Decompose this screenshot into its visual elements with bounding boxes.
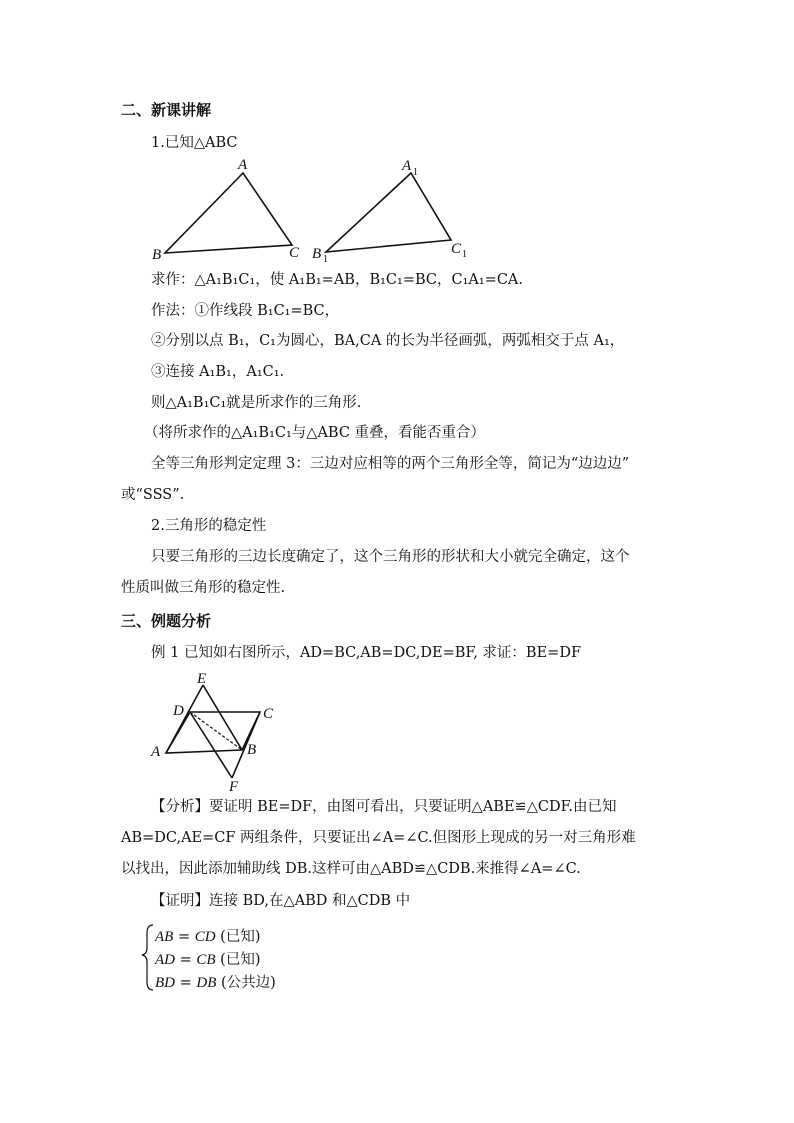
- row-lhs: AD: [155, 952, 175, 968]
- label-b: B: [152, 247, 162, 263]
- sss-theorem-line-1: 全等三角形判定定理 3：三边对应相等的两个三角形全等，简记为“边边边”: [151, 456, 630, 472]
- row-lhs: BD: [155, 975, 175, 991]
- item-1-label: 1.已知△ABC: [151, 135, 238, 151]
- row-reason: 公共边: [226, 975, 271, 991]
- overlap-note: （将所求作的△A₁B₁C₁与△ABC 重叠，看能否重合）: [144, 425, 486, 441]
- section-heading-examples: 三、例题分析: [121, 612, 212, 630]
- system-row: AB = CD (已知): [155, 929, 261, 945]
- label-a1: A: [402, 158, 412, 174]
- label-c1-sub: 1: [462, 249, 467, 260]
- label-a: A: [238, 157, 248, 173]
- label-b1-sub: 1: [323, 254, 328, 265]
- label-c: C: [289, 245, 300, 261]
- method-step-3: ③连接 A₁B₁，A₁C₁.: [151, 364, 285, 380]
- stability-line-2: 性质叫做三角形的稳定性.: [121, 580, 286, 596]
- analysis-line-3: 以找出，因此添加辅助线 DB.这样可由△ABD≌△CDB.来推得∠A=∠C.: [121, 861, 581, 877]
- row-rhs: CD: [194, 929, 216, 945]
- label-e: E: [197, 671, 207, 687]
- section-heading: 二、新课讲解: [121, 101, 212, 119]
- label-d: D: [173, 703, 184, 719]
- item-2-label: 2.三角形的稳定性: [151, 518, 267, 534]
- method-step-1: 作法：①作线段 B₁C₁=BC，: [151, 303, 340, 319]
- method-step-2: ②分别以点 B₁，C₁为圆心，BA,CA 的长为半径画弧，两弧相交于点 A₁，: [151, 333, 625, 349]
- sss-theorem-line-2: 或“SSS”.: [121, 487, 185, 503]
- row-reason: 已知: [225, 929, 255, 945]
- row-lhs: AB: [155, 929, 174, 945]
- label-c1: C: [451, 241, 462, 257]
- row-rhs: CB: [196, 952, 216, 968]
- label-b1: B: [312, 246, 322, 262]
- example-1-statement: 例 1 已知如右图所示，AD=BC,AB=DC,DE=BF, 求证：BE=DF: [151, 645, 582, 661]
- label-a: A: [151, 744, 161, 760]
- stability-line-1: 只要三角形的三边长度确定了，这个三角形的形状和大小就完全确定，这个: [151, 549, 630, 565]
- label-a1-sub: 1: [413, 167, 418, 178]
- system-row: AD = CB (已知): [155, 952, 261, 968]
- label-b: B: [247, 742, 257, 758]
- proof-intro: 【证明】连接 BD,在△ABD 和△CDB 中: [151, 893, 411, 909]
- label-f: F: [229, 779, 239, 795]
- label-c: C: [263, 706, 274, 722]
- row-reason: 已知: [225, 952, 255, 968]
- construction-conclusion: 则△A₁B₁C₁就是所求作的三角形.: [151, 395, 362, 411]
- analysis-line-2: AB=DC,AE=CF 两组条件，只要证出∠A=∠C.但图形上现成的另一对三角形难: [121, 830, 636, 846]
- row-rhs: DB: [196, 975, 217, 991]
- system-row: BD = DB (公共边): [155, 975, 276, 991]
- task-text: 求作：△A₁B₁C₁，使 A₁B₁=AB，B₁C₁=BC，C₁A₁=CA.: [151, 272, 524, 288]
- analysis-line-1: 【分析】要证明 BE=DF，由图可看出，只要证明△ABE≌△CDF.由已知: [151, 799, 617, 815]
